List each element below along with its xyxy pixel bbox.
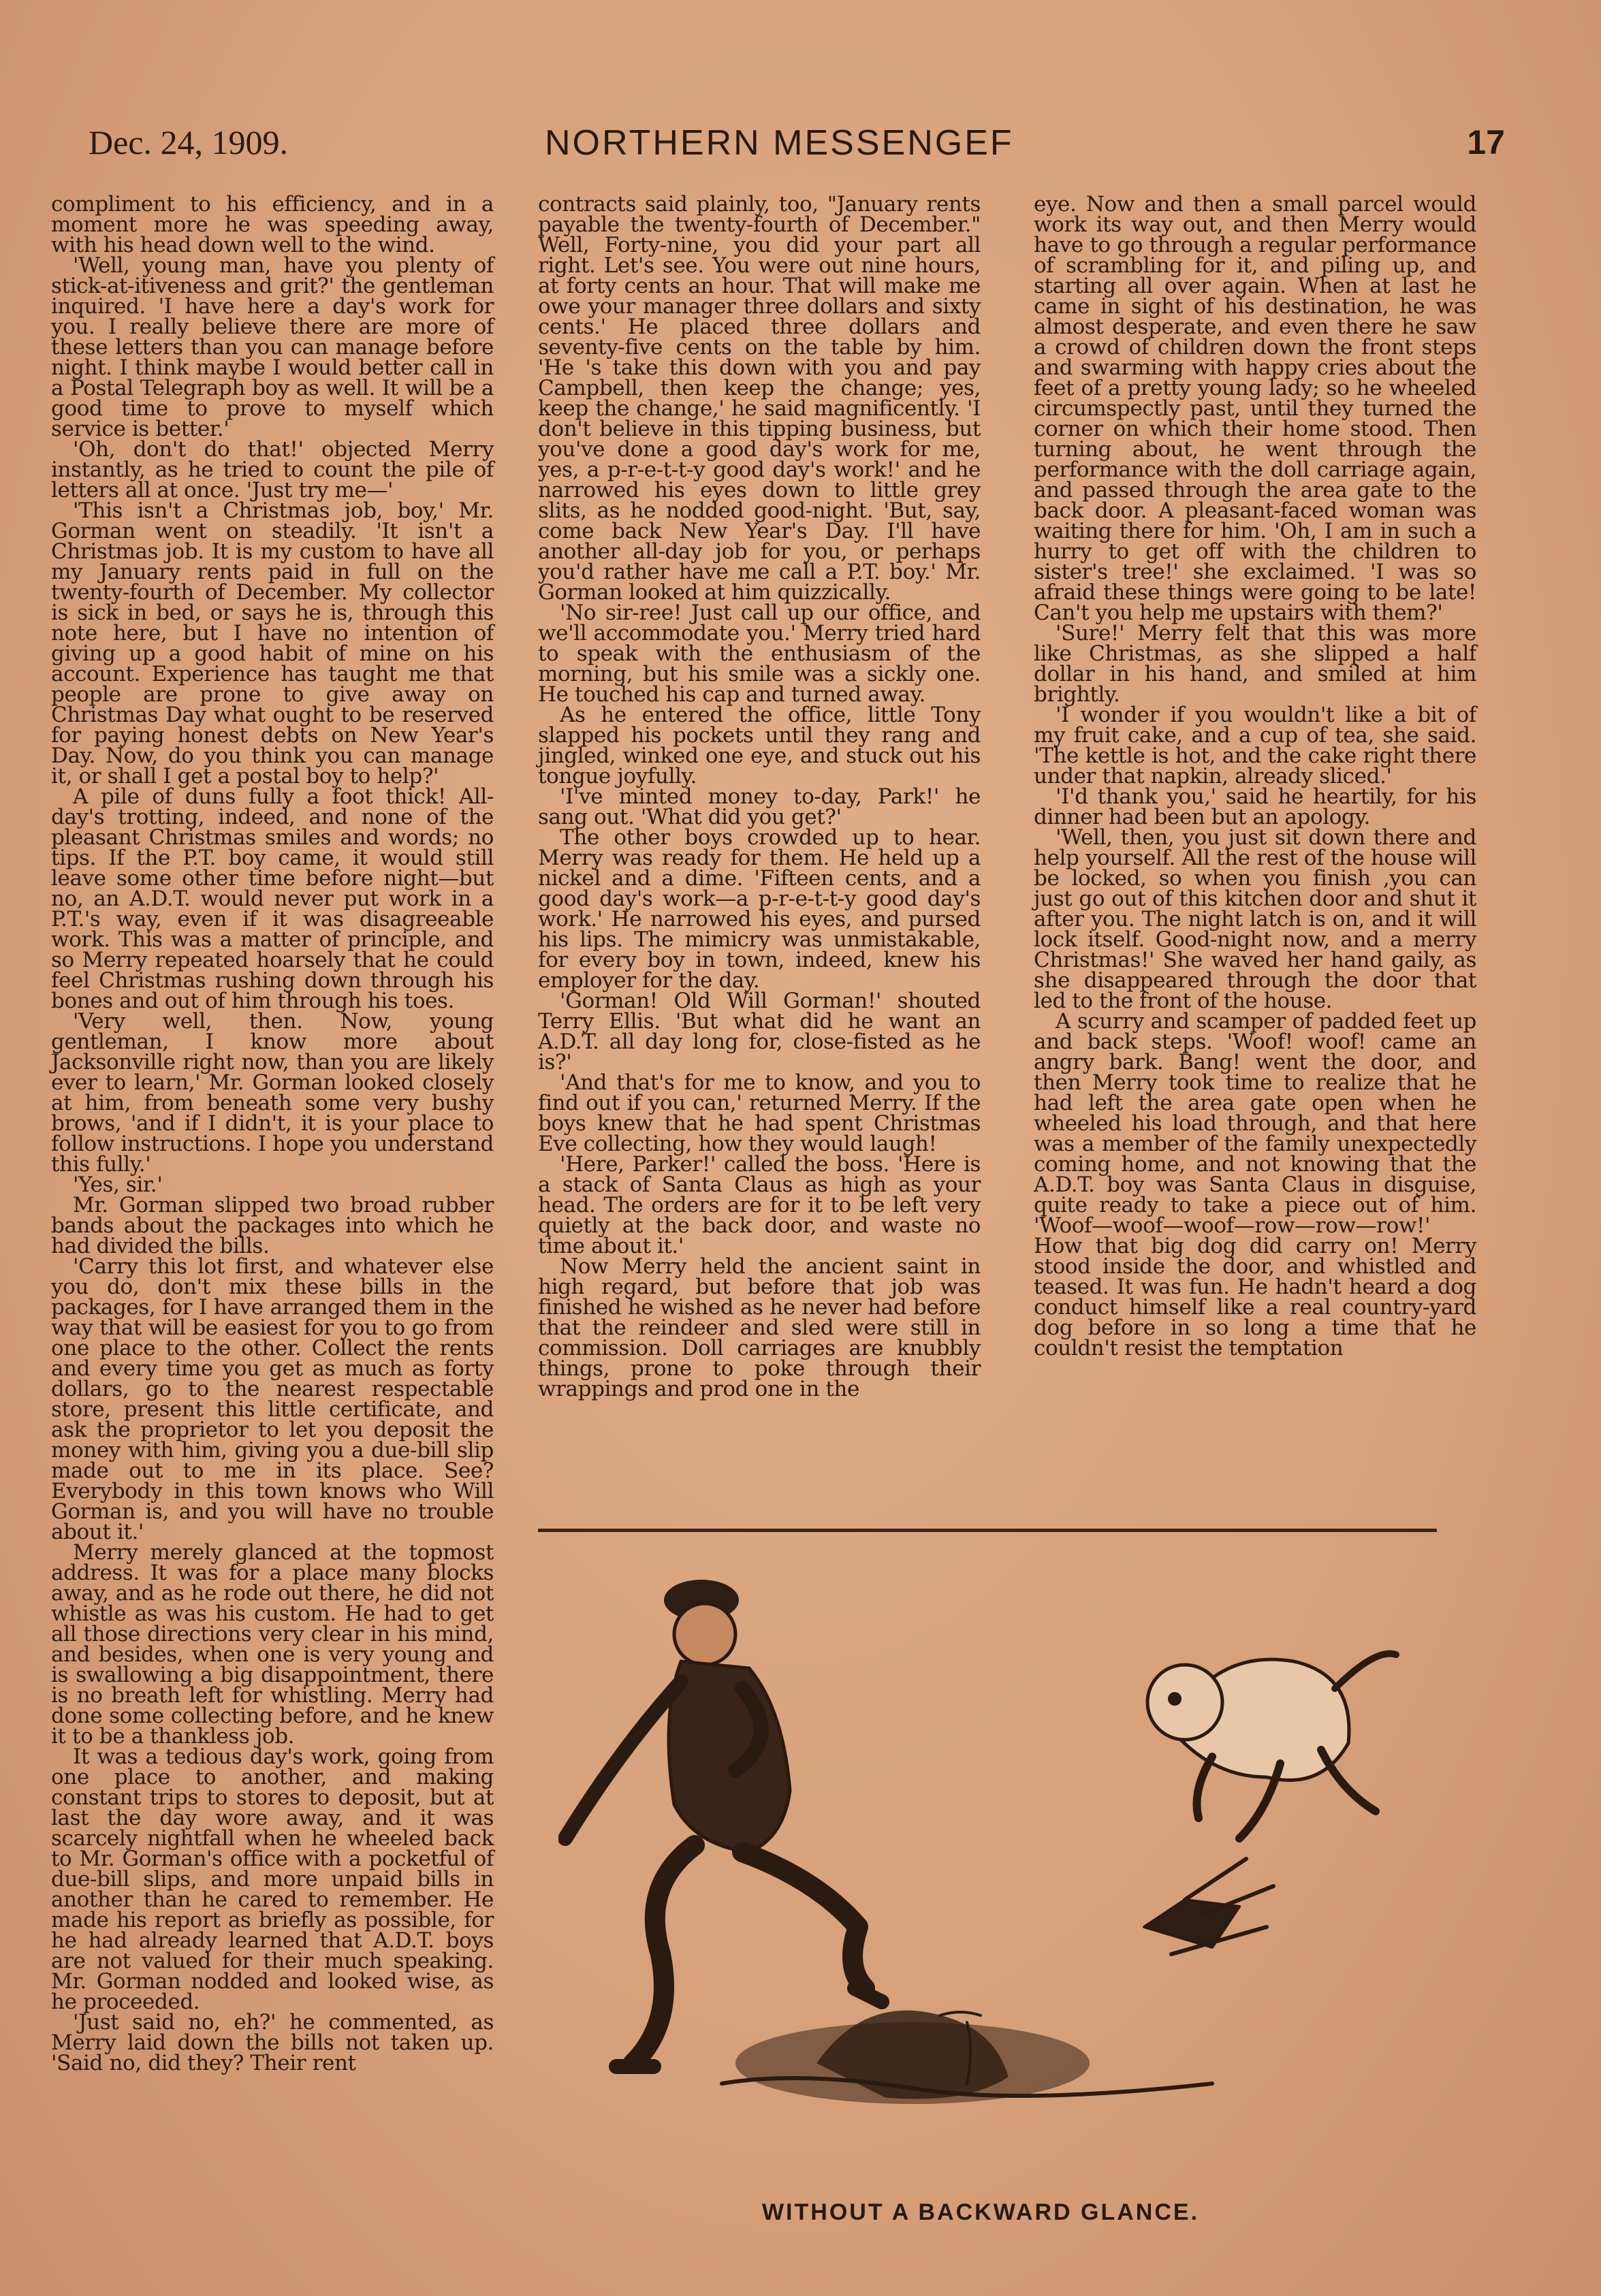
paragraph: 'Here, Parker!' called the boss. 'Here is a stack of Santa Claus as high as your head. The orders are for it to be left very quietly at the back door, and waste no time about it.'	[538, 1152, 981, 1258]
paragraph: eye. Now and then a small parcel would work its way out, and then Merry would have to go through a regular performance of scrambling for it, and piling up, and starting all over again. When at last he came in sight of his destination, he was almost desperate, and even there he saw a crowd of children down the front steps and swarming with happy cries about the feet of a pretty young lady; so he wheeled circumspectly past, until they turned the corner on which their home stood. Then turning about, he went through the performance with the doll carriage again, and passed through the area gate to the back door. A pleasant-faced woman was waiting there for him. 'Oh, I am in such a hurry to get off with the children to sister's tree!' she exclaimed. 'I was so afraid these things were going to be late! Can't you help me upstairs with them?'	[1034, 192, 1476, 625]
paragraph: 'Gorman! Old Will Gorman!' shouted Terry Ellis. 'But what did he want an A.D.T. all day long for, close-fisted as he is?'	[538, 989, 981, 1074]
text-column-3	[1034, 194, 1476, 1512]
paragraph: Merry merely glanced at the topmost address. It was for a place many blocks away, and as he rode out there, he did not whistle as was his custom. He had to get all those directions very clear in his mind, and besides, when one is very young and is swallowing a big disappointment, there is no breath left for whistling. Merry had done some collecting before, and he knew it to be a thankless job.	[51, 1540, 494, 1749]
boy-figure	[565, 1580, 882, 2067]
paragraph: 'No sir-ree! Just call up our office, and we'll accommodate you.' Merry tried hard to speak with the enthusiasm of the morning, but his smile was a sickly one. He touched his cap and turned away.	[538, 601, 981, 707]
paragraph: A pile of duns fully a foot thick! All-day's trotting, indeed, and none of the pleasant Christmas smiles and words; no tips. If the P.T. boy came, it would still leave some other time before night—but no, an A.D.T. would never put work in a P.T.'s way, even if it was disagreeable work. This was a matter of principle, and so Merry repeated hoarsely that he could feel Christmas rushing down through his bones and out of him through his toes.	[51, 784, 494, 1013]
paragraph: 'Just said no, eh?' he commented, as Merry laid down the bills not taken up. 'Said no, did they? Their rent	[51, 2010, 494, 2075]
page-number: 17	[1467, 123, 1505, 161]
paragraph: Mr. Gorman slipped two broad rubber bands about the packages into which he had divided the bills.	[51, 1193, 494, 1258]
publication-title: NORTHERN MESSENGEF	[545, 123, 1014, 163]
paragraph: 'Very well, then. Now, young gentleman, I know more about Jacksonville right now, than you are likely ever to learn,' Mr. Gorman looked closely at him, from beneath some very bushy brows, 'and if I didn't, it is your place to follow instructions. I hope you understand this fully.'	[51, 1009, 494, 1177]
paragraph: Now Merry held the ancient saint in high regard, but before that job was finished he wished as he never had before that the reindeer and sled were still in commission. Doll carriages are knubbly things, prone to poke through their wrappings and prod one in the	[538, 1254, 981, 1401]
text-column-2	[538, 194, 981, 1512]
page-header	[82, 123, 1505, 170]
paragraph: contracts said plainly, too, "January rents payable the twenty-fourth of December." Well, Forty-nine, you did your part all right. Let's see. You were out nine hours, at forty cents an hour. That will make me owe your manager three dollars and sixty cents.' He placed three dollars and seventy-five cents on the table by him. 'He 's take this down with you and pay Campbell, then keep the change; yes, keep the change,' he said magnificently. 'I don't believe in this tipping business, but you've done a good day's work for me, yes, a p-r-e-t-t-y good day's work!' and he narrowed his eyes down to little grey slits, as he nodded good-night. 'But, say, come back New Year's Day. I'll have another all-day job for you, or perhaps you'd rather have me call a P.T. boy.' Mr. Gorman looked at him quizzically.	[538, 192, 981, 605]
paragraph: 'Carry this lot first, and whatever else you do, don't mix these bills in the packages, for I have arranged them in the way that will be easiest for you to go from one place to the other. Collect the rents and every time you get as much as forty dollars, go to the nearest respectable store, present this little certificate, and ask the proprietor to let you deposit the money with him, giving you a due-bill slip made out to me in its place. See? Everybody in this town knows who Will Gorman is, and you will have no trouble about it.'	[51, 1254, 494, 1544]
paragraph: 'This isn't a Christmas job, boy,' Mr. Gorman went on steadily. 'It isn't a Christmas job. It is my custom to have all my January rents paid in full on the twenty-fourth of December. My collector is sick in bed, or says he is, through this note here, but I have no intention of giving up a good habit of mine on his account. Experience has taught me that people are prone to give away on Christmas Day what ought to be reserved for paying honest debts on New Year's Day. Now, do you think you can manage it, or shall I get a postal boy to help?'	[51, 498, 494, 788]
paragraph: 'Yes, sir.'	[73, 1173, 163, 1197]
paragraph: A scurry and scamper of padded feet up and back steps. 'Woof! woof! came an angry bark. Bang! went the door, and then Merry took time to realize that he had left the area gate open when he wheeled his load through, and that here was a member of the family unexpectedly coming home, and not knowing that the A.D.T. boy was Santa Claus in disguise, quite ready to take a piece out of him. 'Woof—woof—woof—row—row—row!' How that big dog did carry on! Merry stood inside the door, and whistled and teased. It was fun. He hadn't heard a dog conduct himself like a real country-yard dog before in so long a time that he couldn't resist the temptation	[1034, 1009, 1476, 1360]
paragraph: 'Oh, don't do that!' objected Merry instantly, as he tried to count the pile of letters all at once. 'Just try me—'	[51, 437, 494, 503]
paragraph: The other boys crowded up to hear. Merry was ready for them. He held up a nickel and a dime. 'Fifteen cents, and a good day's work—a p-r-e-t-t-y good day's work.' He narrowed his eyes, and pursed his lips. The mimicry was unmistakable, for every boy in town, indeed, knew his employer for the day.	[538, 825, 981, 993]
paragraph: 'I wonder if you wouldn't like a bit of my fruit cake, and a cup of tea, she said. 'The kettle is hot, and the cake right there under that napkin, already sliced.'	[1034, 703, 1476, 788]
paragraph: 'And that's for me to know, and you to find out if you can,' returned Merry. If the boys knew that he had spent Christmas Eve collecting, how they would laugh!	[538, 1070, 981, 1156]
paragraph: 'Well, then, you just sit down there and help yourself. All the rest of the house will be locked, so when you finish ,you can just go out of this kitchen door and shut it after you. The night latch is on, and it will lock itself. Good-night now, and a merry Christmas!' She waved her hand gaily, as she disappeared through the door that led to the front of the house.	[1034, 825, 1476, 1013]
dog-figure	[1147, 1654, 1396, 1838]
paragraph: 'I've minted money to-day, Park!' he sang out. 'What did you get?'	[538, 784, 981, 829]
issue-date: Dec. 24, 1909.	[89, 123, 288, 161]
text-column-1	[51, 194, 494, 2216]
paragraph: It was a tedious day's work, going from one place to another, and making constant trips to stores to deposit, but at last the day wore away, and it was scarcely nightfall when he wheeled back to Mr. Gorman's office with a pocketful of due-bill slips, and more unpaid bills in another than he cared to remember. He made his report as briefly as possible, for he had already learned that A.D.T. boys are not valued for their much speaking. Mr. Gorman nodded and looked wise, as he proceeded.	[51, 1744, 494, 2014]
section-divider	[538, 1529, 1437, 1532]
paragraph: As he entered the office, little Tony slapped his pockets until they rang and jingled, winked one eye, and stuck out his tongue joyfully.	[538, 703, 981, 788]
paragraph: 'I'd thank you,' said he heartily, for his dinner had been but an apology.	[1034, 784, 1476, 829]
paragraph: 'Well, young man, have you plenty of stick-at-itiveness and grit?' the gentleman inquired. 'I have here a day's work for you. I really believe there are more of these letters than you can manage before night. I think maybe I would better call in a Postal Telegraph boy as well. It will be a good time to prove to myself which service is better.'	[51, 253, 494, 441]
paragraph: 'Sure!' Merry felt that this was more like Christmas, as she slipped a half dollar in his hand, and smiled at him brightly.	[1034, 621, 1476, 707]
illustration-boy-running-from-dog	[558, 1546, 1437, 2158]
paragraph: compliment to his efficiency, and in a moment more he was speeding away, with his head down well to the wind.	[51, 192, 494, 257]
illustration-caption: WITHOUT A BACKWARD GLANCE.	[761, 2199, 1200, 2225]
